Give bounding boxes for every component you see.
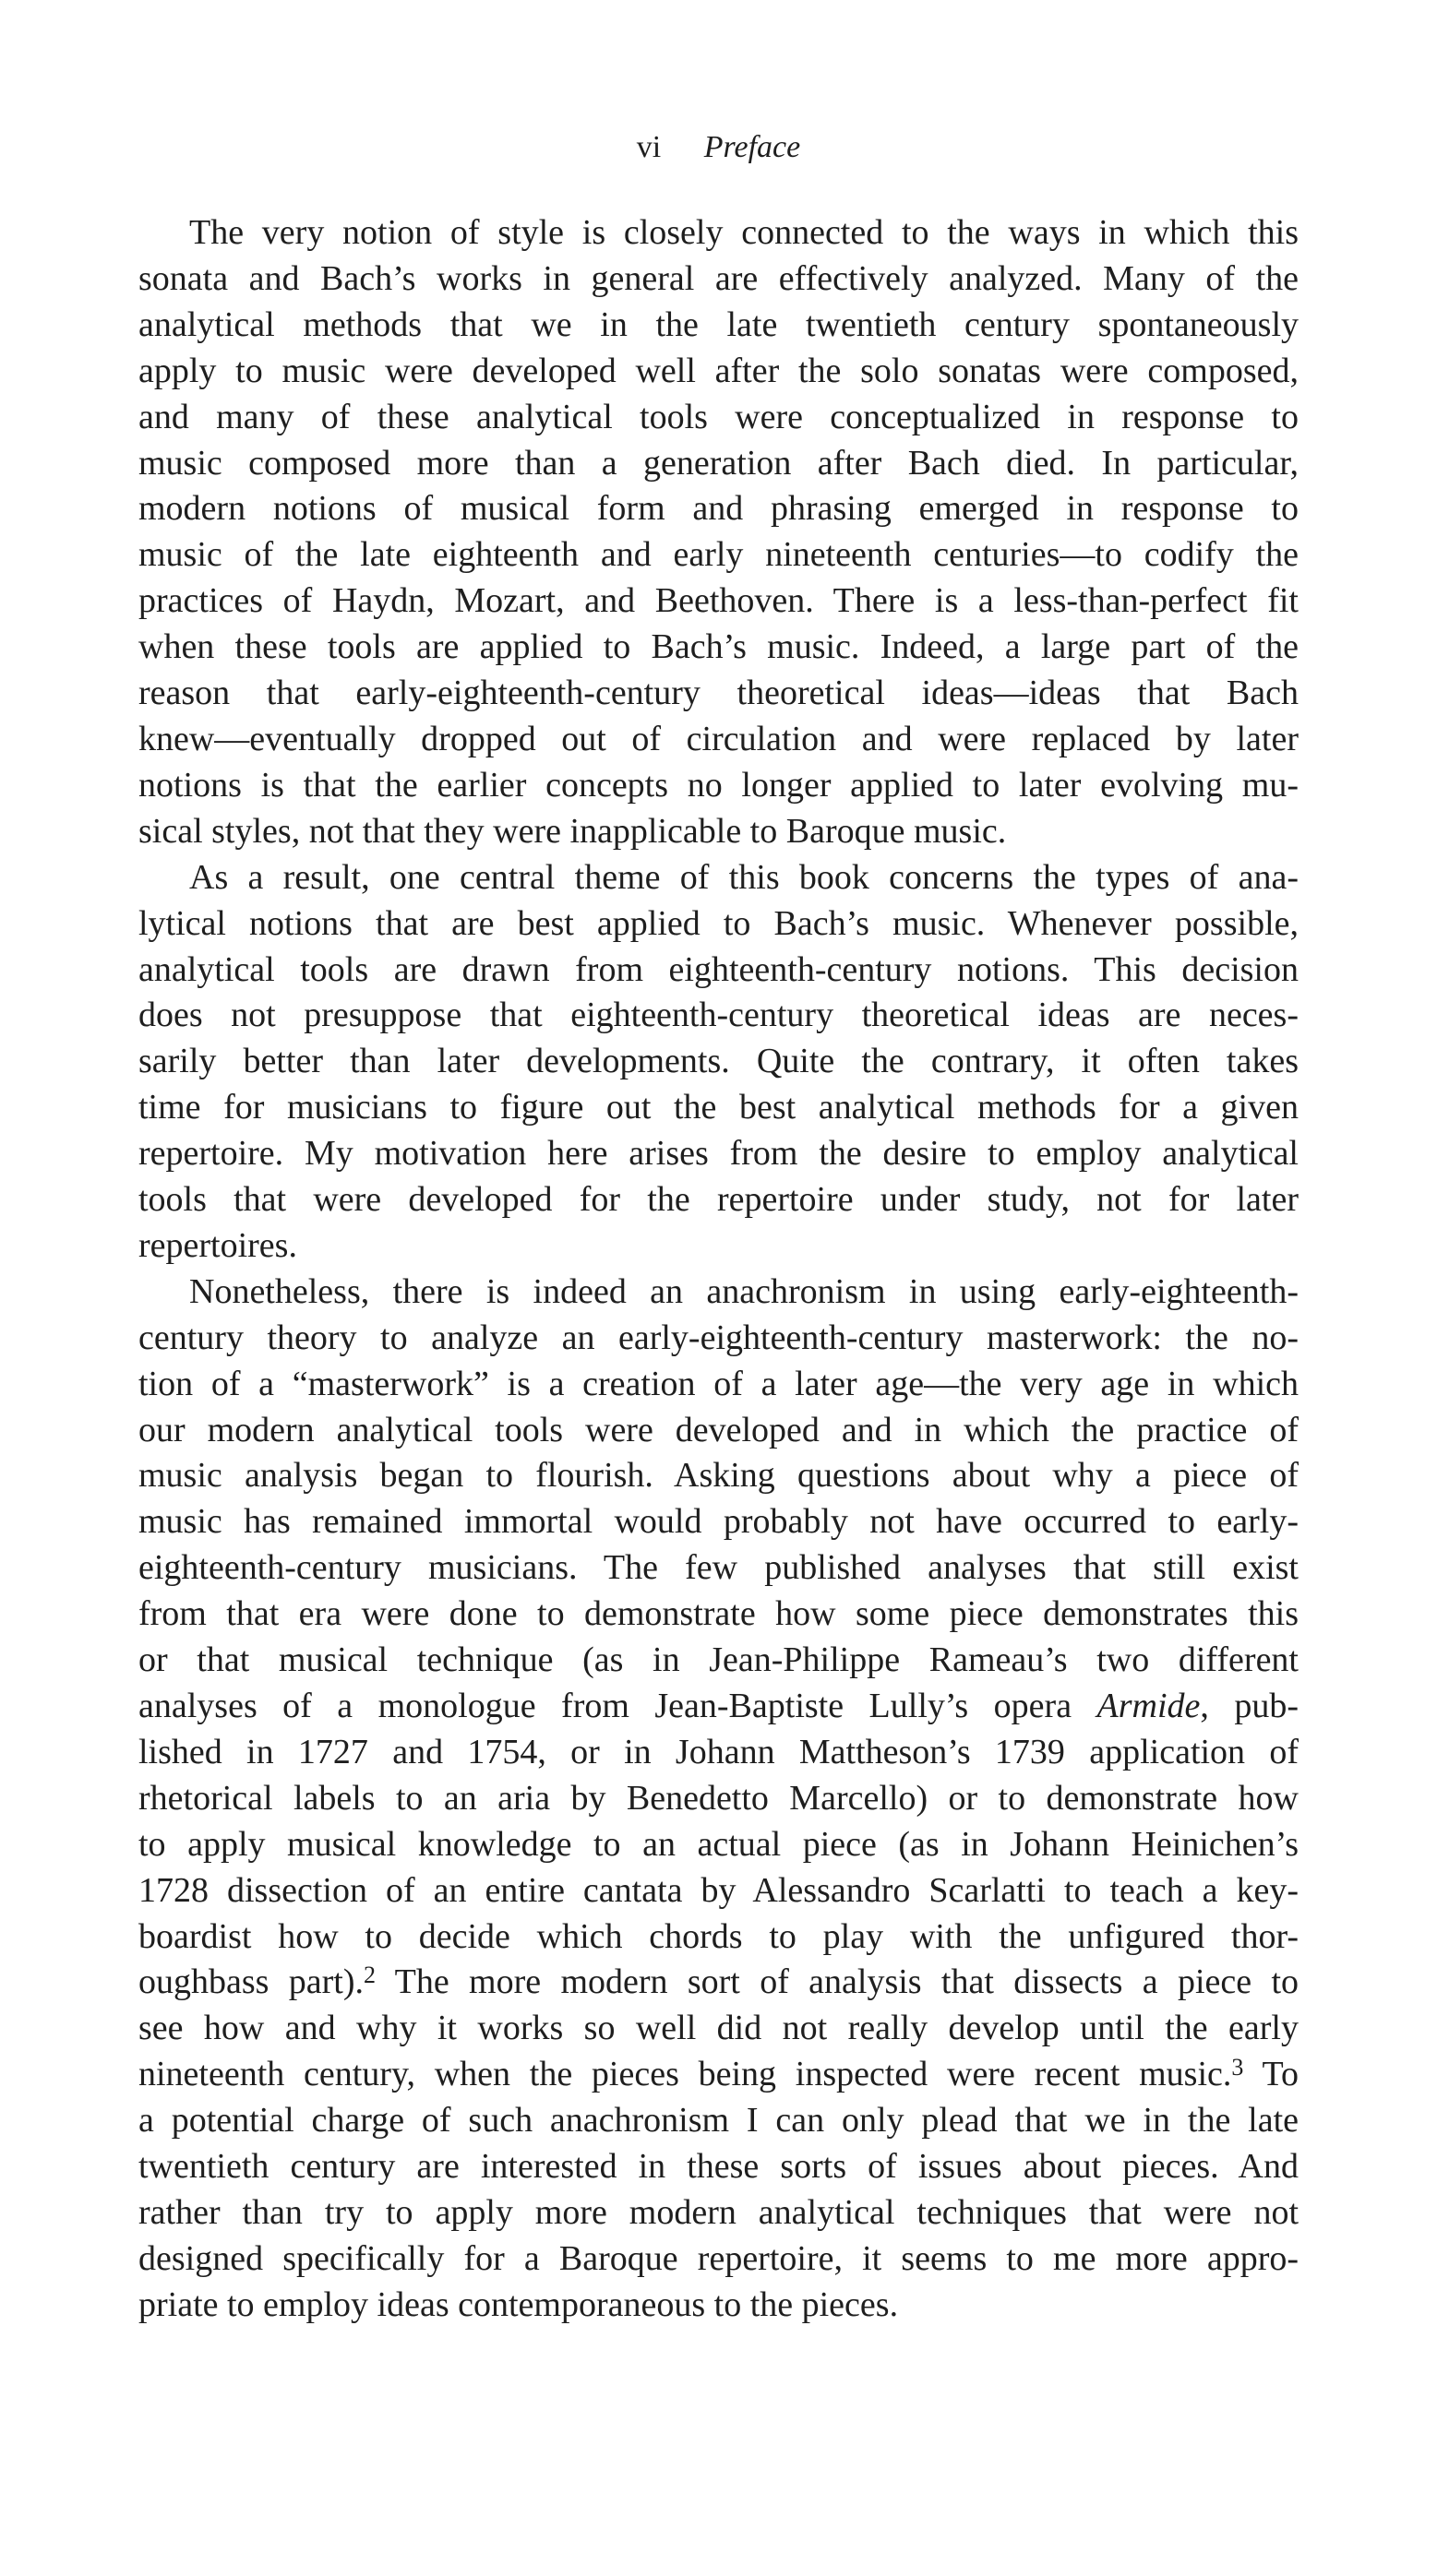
text-line: apply to music were developed well after the solo sonatas were composed, xyxy=(138,351,1299,390)
text-line xyxy=(138,1684,1299,1730)
text-line: does not presuppose that eighteenth-century theoretical ideas are neces- xyxy=(138,996,1299,1035)
text-line: music composed more than a generation after Bach died. In particular, xyxy=(138,443,1299,483)
text-line: The very notion of style is closely connected to the ways in which this xyxy=(189,213,1299,252)
text-segment: The more modern sort of analysis that dissects a piece to xyxy=(376,1962,1299,2002)
text-line: to apply musical knowledge to an actual piece (as in Johann Heinichen’s xyxy=(138,1824,1299,1864)
text-line: when these tools are applied to Bach’s music. Indeed, a large part of the xyxy=(138,627,1299,667)
paragraph-2 xyxy=(138,855,1299,1270)
text-line: reason that early-eighteenth-century theoretical ideas—ideas that Bach xyxy=(138,674,1299,713)
text-line: sarily better than later developments. Quite the contrary, it often takes xyxy=(138,1042,1299,1081)
text-line: designed specifically for a Baroque repertoire, it seems to me more appro- xyxy=(138,2238,1299,2278)
text-line: time for musicians to figure out the best analytical methods for a given xyxy=(138,1088,1299,1127)
text-line xyxy=(138,1960,1299,2006)
text-line: lished in 1727 and 1754, or in Johann Mattheson’s 1739 application of xyxy=(138,1732,1299,1771)
text-line: rather than try to apply more modern analytical techniques that were not xyxy=(138,2192,1299,2232)
text-line: and many of these analytical tools were conceptualized in response to xyxy=(138,397,1299,436)
text-line: eighteenth-century musicians. The few published analyses that still exist xyxy=(138,1548,1299,1588)
text-line: 1728 dissection of an entire cantata by Alessandro Scarlatti to teach a key- xyxy=(138,1870,1299,1910)
text-line: our modern analytical tools were developed and in which the practice of xyxy=(138,1410,1299,1449)
text-line: tion of a “masterwork” is a creation of a later age—the very age in which xyxy=(138,1364,1299,1403)
text-segment: nineteenth century, when the pieces being inspected were recent music. xyxy=(138,2055,1232,2094)
paragraph-3 xyxy=(138,1270,1299,2329)
text-line: knew—eventually dropped out of circulation and were replaced by later xyxy=(138,719,1299,758)
text-line: or that musical technique (as in Jean-Philippe Rameau’s two different xyxy=(138,1640,1299,1680)
page-number: vi xyxy=(636,130,662,164)
text-line: rhetorical labels to an aria by Benedetto Marcello) or to demonstrate how xyxy=(138,1778,1299,1818)
text-line: modern notions of musical form and phrasing emerged in response to xyxy=(138,489,1299,529)
text-line: lytical notions that are best applied to Bach’s music. Whenever possible, xyxy=(138,903,1299,943)
work-title-armide: Armide xyxy=(1096,1687,1201,1725)
text-line: music analysis began to flourish. Asking questions about why a piece of xyxy=(138,1456,1299,1496)
text-segment: oughbass part). xyxy=(138,1962,365,2002)
text-line: twentieth century are interested in these sorts of issues about pieces. And xyxy=(138,2147,1299,2187)
text-line: music has remained immortal would probably not have occurred to early- xyxy=(138,1502,1299,1542)
text-line: repertoire. My motivation here arises from the desire to employ analytical xyxy=(138,1134,1299,1174)
text-line: analytical methods that we in the late twentieth century spontaneously xyxy=(138,304,1299,344)
text-line: Nonetheless, there is indeed an anachronism in using early-eighteenth- xyxy=(189,1271,1299,1311)
text-line: practices of Haydn, Mozart, and Beethoven. There is a less-than-perfect fit xyxy=(138,581,1299,621)
text-line: sical styles, not that they were inapplicable to Baroque music. xyxy=(138,811,1007,851)
text-segment: , pub- xyxy=(1200,1687,1299,1725)
paragraph-1 xyxy=(138,210,1299,855)
text-segment: analyses of a monologue from Jean-Baptiste Lully’s opera xyxy=(138,1687,1097,1725)
text-line: sonata and Bach’s works in general are effectively analyzed. Many of the xyxy=(138,258,1299,298)
running-head xyxy=(138,129,1299,166)
text-line xyxy=(138,2052,1299,2098)
footnote-ref-2[interactable]: 2 xyxy=(364,1962,377,1989)
text-line: century theory to analyze an early-eighteenth-century masterwork: the no- xyxy=(138,1318,1299,1357)
text-line: boardist how to decide which chords to play with the unfigured thor- xyxy=(138,1916,1299,1956)
text-line: from that era were done to demonstrate how some piece demonstrates this xyxy=(138,1594,1299,1634)
text-line: a potential charge of such anachronism I can only plead that we in the late xyxy=(138,2101,1299,2141)
text-line: music of the late eighteenth and early nineteenth centuries—to codify the xyxy=(138,535,1299,575)
text-line: analytical tools are drawn from eighteenth-century notions. This decision xyxy=(138,949,1299,989)
text-segment: To xyxy=(1243,2055,1299,2094)
text-line: As a result, one central theme of this book concerns the types of ana- xyxy=(189,857,1299,897)
text-line: repertoires. xyxy=(138,1225,297,1265)
running-title: Preface xyxy=(703,130,801,164)
book-page xyxy=(138,129,1299,2329)
text-line: notions is that the earlier concepts no longer applied to later evolving mu- xyxy=(138,765,1299,805)
text-line: priate to employ ideas contemporaneous to the pieces. xyxy=(138,2284,899,2324)
footnote-ref-3[interactable]: 3 xyxy=(1231,2054,1244,2081)
text-line: see how and why it works so well did not really develop until the early xyxy=(138,2009,1299,2048)
text-line: tools that were developed for the repertoire under study, not for later xyxy=(138,1180,1299,1220)
